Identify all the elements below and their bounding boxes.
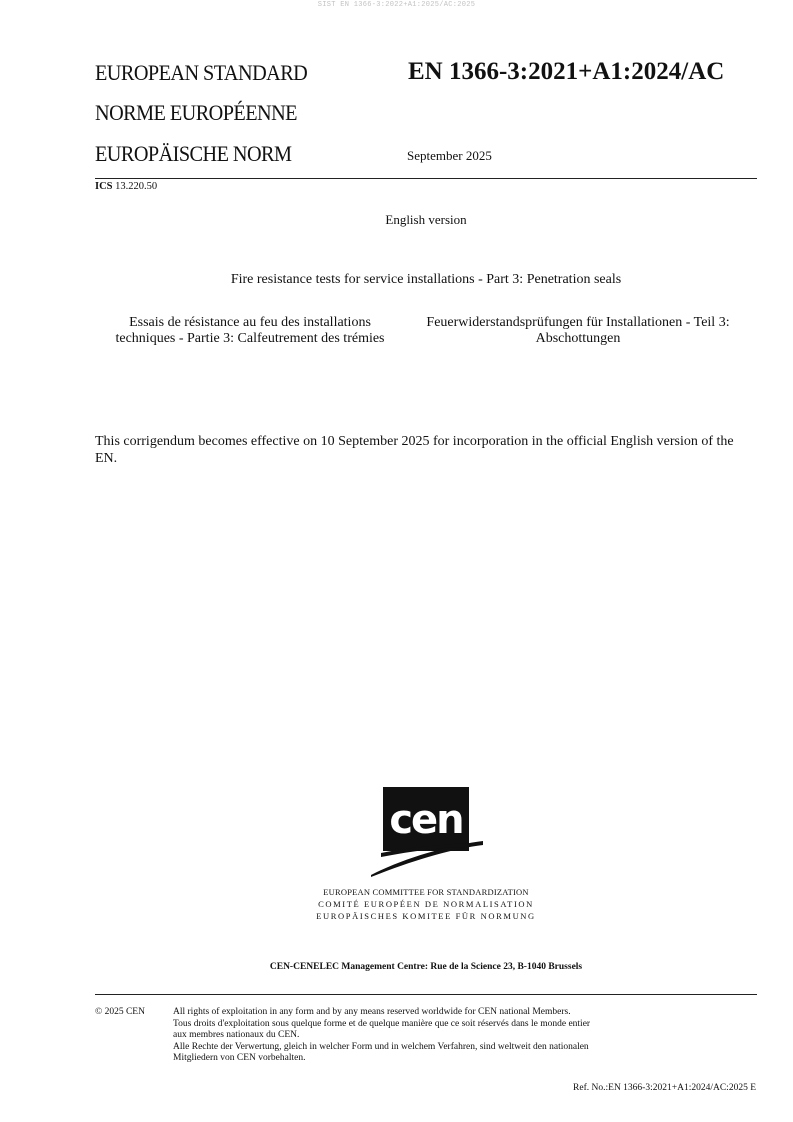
- title-english: Fire resistance tests for service installations - Part 3: Penetration seals: [230, 272, 622, 287]
- language-version: English version: [385, 212, 467, 227]
- copyright-line: Alle Rechte der Verwertung, gleich in welcher Form und in welchem Verfahren, sind weltweit den nationalen: [173, 1041, 589, 1052]
- copyright-line: Tous droits d'exploitation sous quelque forme et de quelque manière que ce soit réservés dans le monde entier: [173, 1018, 591, 1029]
- copyright-line: aux membres nationaux du CEN.: [173, 1030, 300, 1040]
- committee-names: [95, 886, 757, 922]
- title-french: Essais de résistance au feu des installations techniques - Partie 3: Calfeutrement des trémies: [115, 315, 385, 347]
- watermark: SIST EN 1366-3:2022+A1:2025/AC:2025: [317, 1, 476, 9]
- standard-number: EN 1366-3:2021+A1:2024/AC: [408, 58, 725, 85]
- committee-fr: COMITÉ EUROPÉEN DE NORMALISATION: [318, 899, 534, 909]
- title-german: Feuerwiderstandsprüfungen für Installationen - Teil 3: Abschottungen: [426, 315, 730, 347]
- cen-logo: [371, 787, 483, 877]
- reference-number: Ref. No.:EN 1366-3:2021+A1:2024/AC:2025 E: [573, 1083, 756, 1093]
- effective-note: This corrigendum becomes effective on 10 September 2025 for incorporation in the official English version of the EN.: [95, 434, 734, 466]
- copyright-label: © 2025 CEN: [95, 1007, 145, 1017]
- ics-label: ICS: [95, 181, 113, 192]
- copyright-line: All rights of exploitation in any form and by any means reserved worldwide for CEN national Members.: [173, 1007, 571, 1017]
- committee-de: EUROPÄISCHES KOMITEE FÜR NORMUNG: [316, 911, 536, 921]
- cen-logo-text: cen: [389, 797, 463, 843]
- standard-type-de: EUROPÄISCHE NORM: [95, 141, 292, 166]
- header-divider: [95, 178, 757, 179]
- standard-type-fr: NORME EUROPÉENNE: [95, 100, 298, 125]
- standard-type-en: EUROPEAN STANDARD: [95, 60, 308, 85]
- committee-en: EUROPEAN COMMITTEE FOR STANDARDIZATION: [323, 887, 529, 897]
- publication-date: September 2025: [407, 148, 492, 163]
- copyright-line: Mitgliedern von CEN vorbehalten.: [173, 1053, 306, 1063]
- management-centre: CEN-CENELEC Management Centre: Rue de la Science 23, B-1040 Brussels: [269, 962, 583, 972]
- ics-classification: [95, 181, 157, 192]
- copyright-text: [173, 1007, 758, 1065]
- footer-divider: [95, 994, 757, 995]
- ics-code: 13.220.50: [115, 181, 158, 192]
